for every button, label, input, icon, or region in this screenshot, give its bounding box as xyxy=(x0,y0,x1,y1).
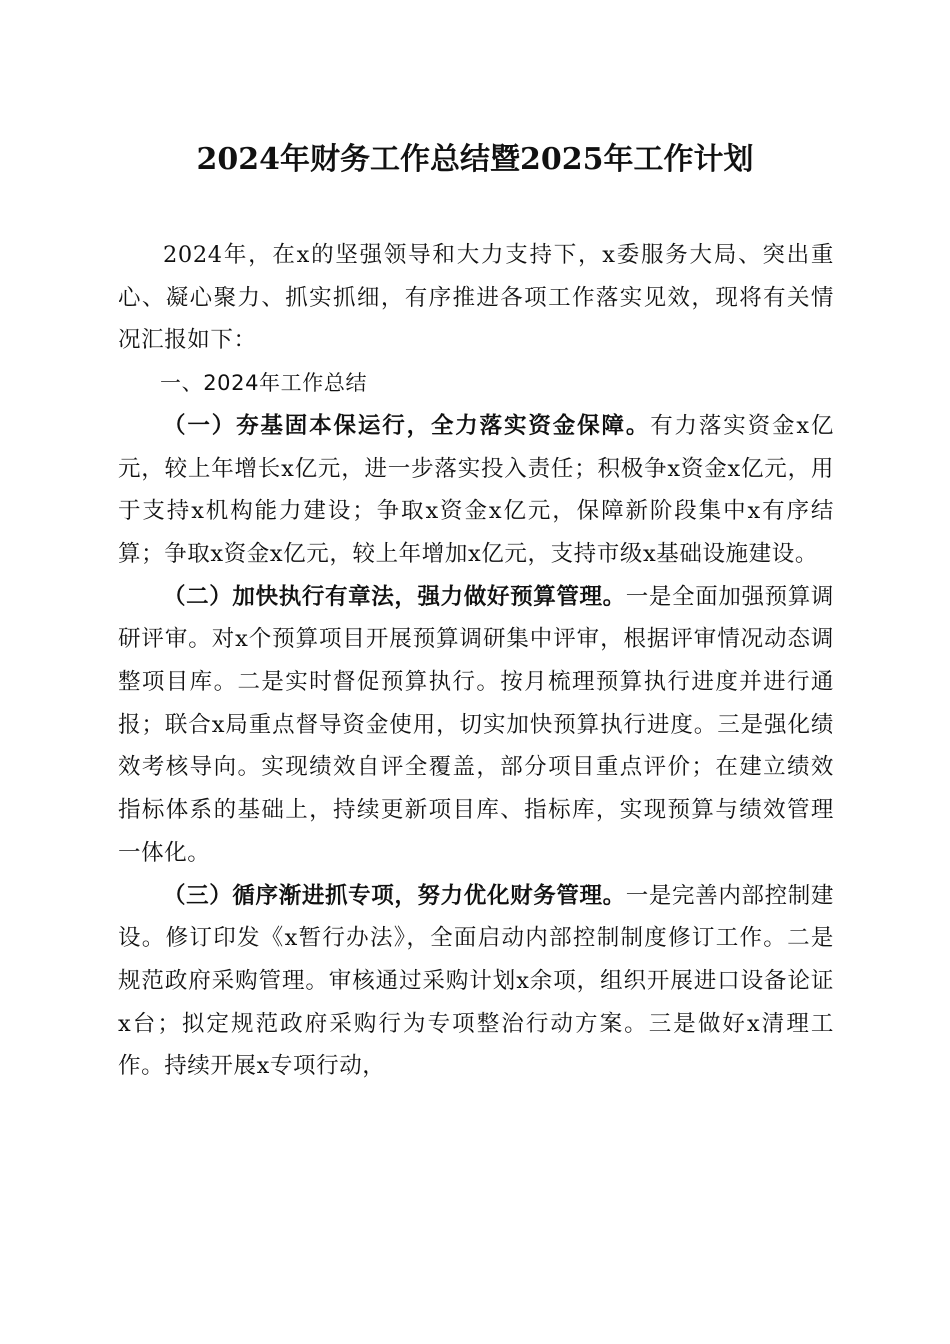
intro-paragraph: 2024年，在x的坚强领导和大力支持下，x委服务大局、突出重心、凝心聚力、抓实抓细，有序推进各项工作落实见效，现将有关情况汇报如下： xyxy=(118,242,834,354)
item-1-heading: （一）夯基固本保运行，全力落实资金保障。 xyxy=(163,412,651,439)
paragraph-item-1 xyxy=(118,405,834,576)
document-title: 2024年财务工作总结暨2025年工作计划 xyxy=(196,142,754,177)
paragraph-item-3 xyxy=(118,875,834,1089)
item-1-body: 有力落实资金x亿元，较上年增长x亿元，进一步落实投入责任；积极争x资金x亿元，用于支持x机构能力建设；争取x资金x亿元，保障新阶段集中x有序结算；争取x资金x亿元，较上年增加x亿元，支持市级x基础设施建设。 xyxy=(118,412,834,567)
paragraph-item-2 xyxy=(118,576,834,875)
item-3-body: 一是完善内部控制建设。修订印发《x暂行办法》，全面启动内部控制制度修订工作。二是规范政府采购管理。审核通过采购计划x余项，组织开展进口设备论证x台；拟定规范政府采购行为专项整治行动方案。三是做好x清理工作。持续开展x专项行动， xyxy=(118,882,834,1080)
item-3-heading: （三）循序渐进抓专项，努力优化财务管理。 xyxy=(163,882,626,909)
section-heading: 一、2024年工作总结 xyxy=(160,371,368,396)
item-2-heading: （二）加快执行有章法，强力做好预算管理。 xyxy=(163,583,626,610)
document-body xyxy=(118,234,834,1088)
item-2-body: 一是全面加强预算调研评审。对x个预算项目开展预算调研集中评审，根据评审情况动态调整项目库。二是实时督促预算执行。按月梳理预算执行进度并进行通报；联合x局重点督导资金使用，切实加快预算执行进度。三是强化绩效考核导向。实现绩效自评全覆盖，部分项目重点评价；在建立绩效指标体系的基础上，持续更新项目库、指标库，实现预算与绩效管理一体化。 xyxy=(118,583,834,866)
